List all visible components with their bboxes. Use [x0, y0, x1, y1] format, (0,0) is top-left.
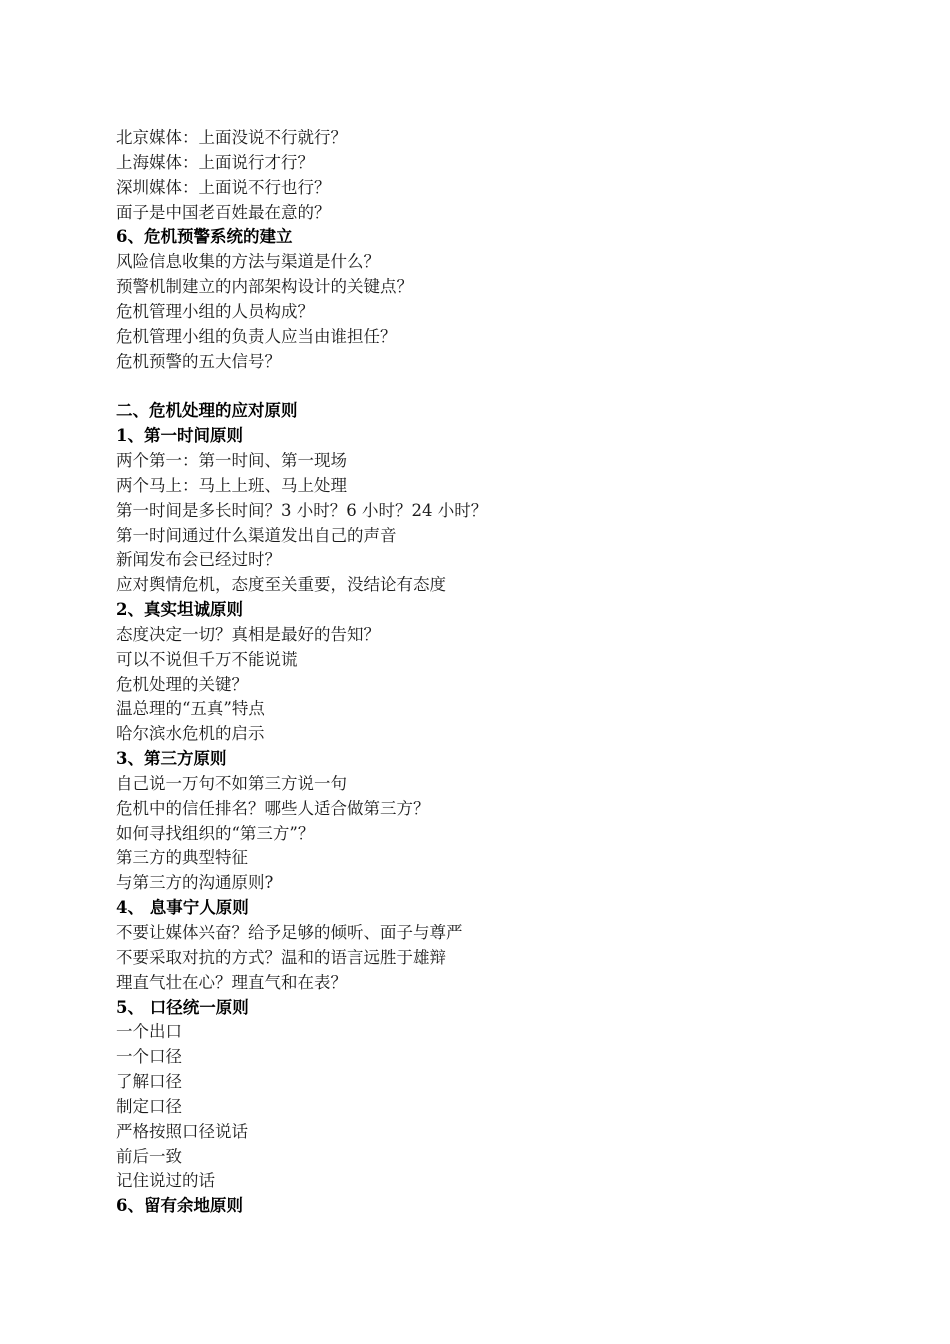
section-heading: 二、危机处理的应对原则 — [116, 401, 298, 421]
text-line: 可以不说但千万不能说谎 — [116, 649, 298, 669]
text-line: 理直气壮在心？理直气和在表？ — [116, 972, 347, 992]
text-line: 前后一致 — [116, 1146, 182, 1166]
text-line: 危机管理小组的负责人应当由谁担任？ — [116, 326, 397, 346]
text-line: 第一时间通过什么渠道发出自己的声音 — [116, 525, 397, 545]
text-line: 了解口径 — [116, 1072, 182, 1092]
text-line: 不要采取对抗的方式？温和的语言远胜于雄辩 — [116, 947, 446, 967]
text-line: 哈尔滨水危机的启示 — [116, 724, 265, 744]
section-heading: 1、第一时间原则 — [116, 426, 243, 446]
text-line: 不要让媒体兴奋？给予足够的倾听、面子与尊严 — [116, 923, 463, 942]
text-line: 深圳媒体：上面说不行也行？ — [116, 177, 331, 197]
section-heading: 6、危机预警系统的建立 — [116, 227, 293, 247]
text-line: 记住说过的话 — [116, 1171, 215, 1191]
text-line: 制定口径 — [116, 1096, 182, 1116]
blank-line — [116, 374, 876, 399]
text-line: 危机预警的五大信号？ — [116, 351, 281, 371]
text-line: 第三方的典型特征 — [116, 848, 248, 868]
text-line: 态度决定一切？真相是最好的告知？ — [116, 624, 380, 644]
text-line: 一个口径 — [116, 1047, 182, 1067]
section-heading: 5、 口径统一原则 — [116, 997, 249, 1017]
text-line: 新闻发布会已经过时？ — [116, 550, 281, 570]
text-line: 两个第一：第一时间、第一现场 — [116, 450, 347, 470]
section-heading: 6、留有余地原则 — [116, 1196, 243, 1216]
text-line: 两个马上：马上上班、马上处理 — [116, 475, 347, 495]
text-line: 北京媒体：上面没说不行就行？ — [116, 128, 347, 147]
text-line: 预警机制建立的内部架构设计的关键点？ — [116, 277, 413, 297]
text-line: 上海媒体：上面说行才行？ — [116, 152, 314, 172]
text-line: 一个出口 — [116, 1022, 182, 1042]
section-heading: 4、 息事宁人原则 — [116, 898, 249, 918]
text-line: 面子是中国老百姓最在意的？ — [116, 202, 331, 222]
text-line: 风险信息收集的方法与渠道是什么？ — [116, 252, 380, 272]
text-line: 与第三方的沟通原则? — [116, 873, 274, 893]
text-line: 第一时间是多长时间？3 小时？6 小时？24 小时？ — [116, 500, 488, 520]
document-body — [116, 126, 876, 1219]
text-line: 危机处理的关键？ — [116, 674, 248, 694]
text-line: 自己说一万句不如第三方说一句 — [116, 773, 347, 793]
text-line: 应对舆情危机，态度至关重要，没结论有态度 — [116, 575, 446, 595]
text-line: 温总理的“五真”特点 — [116, 699, 265, 719]
text-line: 如何寻找组织的“第三方”？ — [116, 823, 315, 843]
text-line: 危机管理小组的人员构成？ — [116, 301, 314, 321]
text-line: 严格按照口径说话 — [116, 1121, 248, 1141]
section-heading: 3、第三方原则 — [116, 749, 227, 769]
section-heading: 2、真实坦诚原则 — [116, 600, 243, 620]
text-line: 危机中的信任排名？哪些人适合做第三方？ — [116, 798, 430, 818]
